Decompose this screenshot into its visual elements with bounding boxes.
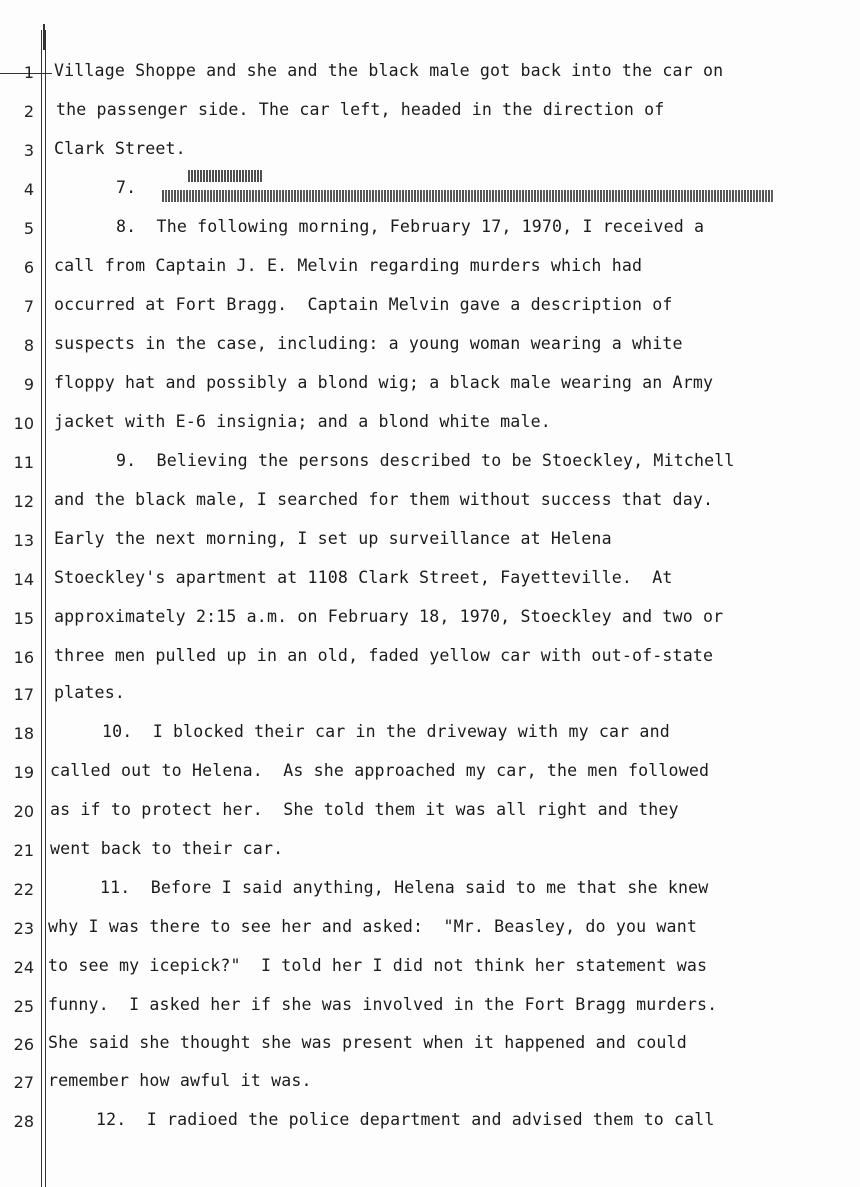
line-number: 14 bbox=[13, 570, 34, 589]
line-14 bbox=[0, 566, 860, 596]
line-16 bbox=[0, 644, 860, 674]
line-text: remember how awful it was. bbox=[48, 1071, 312, 1090]
line-5 bbox=[0, 215, 860, 245]
line-number: 6 bbox=[23, 258, 34, 277]
line-text: the passenger side. The car left, headed in the direction of bbox=[56, 100, 665, 119]
line-12 bbox=[0, 488, 860, 518]
line-text: floppy hat and possibly a blond wig; a black male wearing an Army bbox=[54, 373, 714, 392]
line-2 bbox=[0, 98, 860, 128]
line-text: why I was there to see her and asked: "Mr. Beasley, do you want bbox=[48, 917, 697, 936]
line-8 bbox=[0, 332, 860, 362]
line-17 bbox=[0, 681, 860, 711]
line-number: 28 bbox=[13, 1112, 34, 1131]
line-number: 3 bbox=[23, 141, 34, 160]
line-text: She said she thought she was present when it happened and could bbox=[48, 1033, 687, 1052]
line-text: went back to their car. bbox=[50, 839, 284, 858]
line-24 bbox=[0, 954, 860, 984]
line-number: 22 bbox=[13, 880, 34, 899]
line-number: 27 bbox=[13, 1073, 34, 1092]
line-number: 5 bbox=[23, 219, 34, 238]
line-20 bbox=[0, 798, 860, 828]
line-27 bbox=[0, 1069, 860, 1099]
line-text: Stoeckley's apartment at 1108 Clark Street, Fayetteville. At bbox=[54, 568, 673, 587]
line-text: 8. The following morning, February 17, 1970, I received a bbox=[116, 217, 705, 236]
line-number: 20 bbox=[13, 802, 34, 821]
line-number: 12 bbox=[13, 492, 34, 511]
line-text: occurred at Fort Bragg. Captain Melvin gave a description of bbox=[54, 295, 673, 314]
margin-rule-top-mark bbox=[43, 24, 45, 50]
line-number: 16 bbox=[13, 648, 34, 667]
line-number: 19 bbox=[13, 763, 34, 782]
line-text: as if to protect her. She told them it was all right and they bbox=[50, 800, 679, 819]
line-text: 12. I radioed the police department and advised them to call bbox=[96, 1110, 715, 1129]
line-6 bbox=[0, 254, 860, 284]
line-3 bbox=[0, 137, 860, 167]
line-text: plates. bbox=[54, 683, 125, 702]
line-text: approximately 2:15 a.m. on February 18, 1970, Stoeckley and two or bbox=[54, 607, 724, 626]
line-number: 4 bbox=[23, 180, 34, 199]
line-number: 13 bbox=[13, 531, 34, 550]
line-text: funny. I asked her if she was involved in the Fort Bragg murders. bbox=[48, 995, 718, 1014]
line-text: Clark Street. bbox=[54, 139, 186, 158]
line-text: Village Shoppe and she and the black male got back into the car on bbox=[54, 61, 724, 80]
line-text: 9. Believing the persons described to be Stoeckley, Mitchell bbox=[116, 451, 735, 470]
line-text: to see my icepick?" I told her I did not think her statement was bbox=[48, 956, 708, 975]
line-21 bbox=[0, 837, 860, 867]
line-number: 18 bbox=[13, 724, 34, 743]
line-number: 2 bbox=[23, 102, 34, 121]
line-text: suspects in the case, including: a young woman wearing a white bbox=[54, 334, 683, 353]
line-number: 11 bbox=[13, 453, 34, 472]
line-text: Early the next morning, I set up surveillance at Helena bbox=[54, 529, 612, 548]
line-text: 7. bbox=[116, 178, 137, 197]
line-19 bbox=[0, 759, 860, 789]
line-number: 10 bbox=[13, 414, 34, 433]
line-text: 11. Before I said anything, Helena said to me that she knew bbox=[100, 878, 709, 897]
line-9 bbox=[0, 371, 860, 401]
line-1 bbox=[0, 59, 860, 89]
redaction-mark bbox=[162, 190, 774, 202]
line-4 bbox=[0, 176, 860, 206]
line-number: 15 bbox=[13, 609, 34, 628]
line-text: call from Captain J. E. Melvin regarding murders which had bbox=[54, 256, 643, 275]
line-text: and the black male, I searched for them without success that day. bbox=[54, 490, 714, 509]
line-number: 21 bbox=[13, 841, 34, 860]
line-text: jacket with E-6 insignia; and a blond white male. bbox=[54, 412, 551, 431]
line-number: 26 bbox=[13, 1035, 34, 1054]
line-number: 9 bbox=[23, 375, 34, 394]
line-25 bbox=[0, 993, 860, 1023]
line-text: three men pulled up in an old, faded yellow car with out-of-state bbox=[54, 646, 714, 665]
line-10 bbox=[0, 410, 860, 440]
line-28 bbox=[0, 1108, 860, 1138]
line-7 bbox=[0, 293, 860, 323]
line-15 bbox=[0, 605, 860, 635]
line-number: 7 bbox=[23, 297, 34, 316]
line-number: 24 bbox=[13, 958, 34, 977]
line-number: 23 bbox=[13, 919, 34, 938]
redaction-mark-small bbox=[188, 170, 262, 182]
line-11 bbox=[0, 449, 860, 479]
line-number: 1 bbox=[23, 63, 34, 82]
line-13 bbox=[0, 527, 860, 557]
line-text: 10. I blocked their car in the driveway with my car and bbox=[102, 722, 670, 741]
line-text: called out to Helena. As she approached my car, the men followed bbox=[50, 761, 710, 780]
line-26 bbox=[0, 1031, 860, 1061]
line-number: 25 bbox=[13, 997, 34, 1016]
line-18 bbox=[0, 720, 860, 750]
line-number: 8 bbox=[23, 336, 34, 355]
line-number: 17 bbox=[13, 685, 34, 704]
line-23 bbox=[0, 915, 860, 945]
line-22 bbox=[0, 876, 860, 906]
